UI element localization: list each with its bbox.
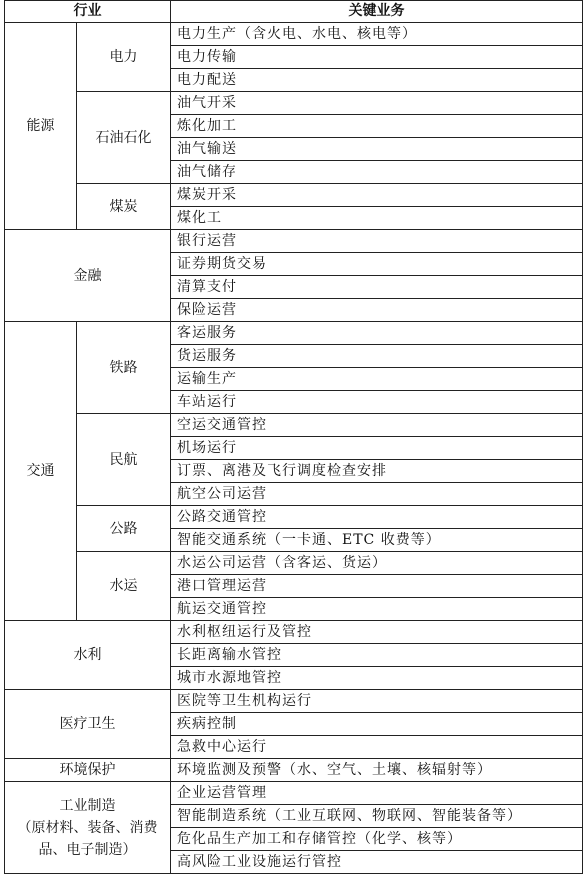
business-cell: 疾病控制 [171,713,583,736]
business-cell: 环境监测及预警（水、空气、土壤、核辐射等） [171,759,583,782]
business-cell: 空运交通管控 [171,414,583,437]
business-cell: 水运公司运营（含客运、货运） [171,552,583,575]
business-cell: 城市水源地管控 [171,667,583,690]
business-cell: 企业运营管理 [171,782,583,805]
industry-energy: 能源 [5,23,77,230]
table-row [5,552,583,575]
industry-finance: 金融 [5,230,171,322]
table-row [5,690,583,713]
table-row [5,621,583,644]
table-row [5,92,583,115]
business-cell: 电力传输 [171,46,583,69]
table-row [5,506,583,529]
business-cell: 煤化工 [171,207,583,230]
subindustry-oil: 石油石化 [77,92,171,184]
business-cell: 油气开采 [171,92,583,115]
business-cell: 车站运行 [171,391,583,414]
business-cell: 银行运营 [171,230,583,253]
business-cell: 保险运营 [171,299,583,322]
business-cell: 危化品生产加工和存储管控（化学、核等） [171,828,583,851]
business-cell: 长距离输水管控 [171,644,583,667]
subindustry-power: 电力 [77,23,171,92]
business-cell: 机场运行 [171,437,583,460]
business-cell: 炼化加工 [171,115,583,138]
business-cell: 清算支付 [171,276,583,299]
industry-manufacturing-title: 工业制造 [59,797,116,814]
business-cell: 急救中心运行 [171,736,583,759]
business-cell: 智能交通系统（一卡通、ETC 收费等） [171,529,583,552]
subindustry-coal: 煤炭 [77,184,171,230]
table-row [5,782,583,805]
subindustry-water-transport: 水运 [77,552,171,621]
business-cell: 智能制造系统（工业互联网、物联网、智能装备等） [171,805,583,828]
industry-business-table [4,0,583,874]
business-cell: 电力生产（含火电、水电、核电等） [171,23,583,46]
header-business: 关键业务 [171,1,583,23]
industry-water-conservancy: 水利 [5,621,171,690]
table-row [5,184,583,207]
industry-manufacturing-subtitle: （原材料、装备、消费品、电子制造） [17,819,158,858]
business-cell: 电力配送 [171,69,583,92]
industry-environment: 环境保护 [5,759,171,782]
business-cell: 煤炭开采 [171,184,583,207]
business-cell: 高风险工业设施运行管控 [171,851,583,874]
table-row [5,322,583,345]
business-cell: 证券期货交易 [171,253,583,276]
business-cell: 水利枢纽运行及管控 [171,621,583,644]
business-cell: 港口管理运营 [171,575,583,598]
business-cell: 客运服务 [171,322,583,345]
business-cell: 订票、离港及飞行调度检查安排 [171,460,583,483]
business-cell: 航空公司运营 [171,483,583,506]
table-row [5,759,583,782]
business-cell: 货运服务 [171,345,583,368]
subindustry-rail: 铁路 [77,322,171,414]
table-header-row [5,1,583,23]
table-row [5,230,583,253]
header-industry: 行业 [5,1,171,23]
business-cell: 运输生产 [171,368,583,391]
subindustry-road: 公路 [77,506,171,552]
table-row [5,23,583,46]
business-cell: 油气储存 [171,161,583,184]
industry-manufacturing [5,782,171,874]
business-cell: 医院等卫生机构运行 [171,690,583,713]
business-cell: 油气输送 [171,138,583,161]
table-row [5,414,583,437]
subindustry-aviation: 民航 [77,414,171,506]
business-cell: 公路交通管控 [171,506,583,529]
industry-health: 医疗卫生 [5,690,171,759]
business-cell: 航运交通管控 [171,598,583,621]
industry-transport: 交通 [5,322,77,621]
